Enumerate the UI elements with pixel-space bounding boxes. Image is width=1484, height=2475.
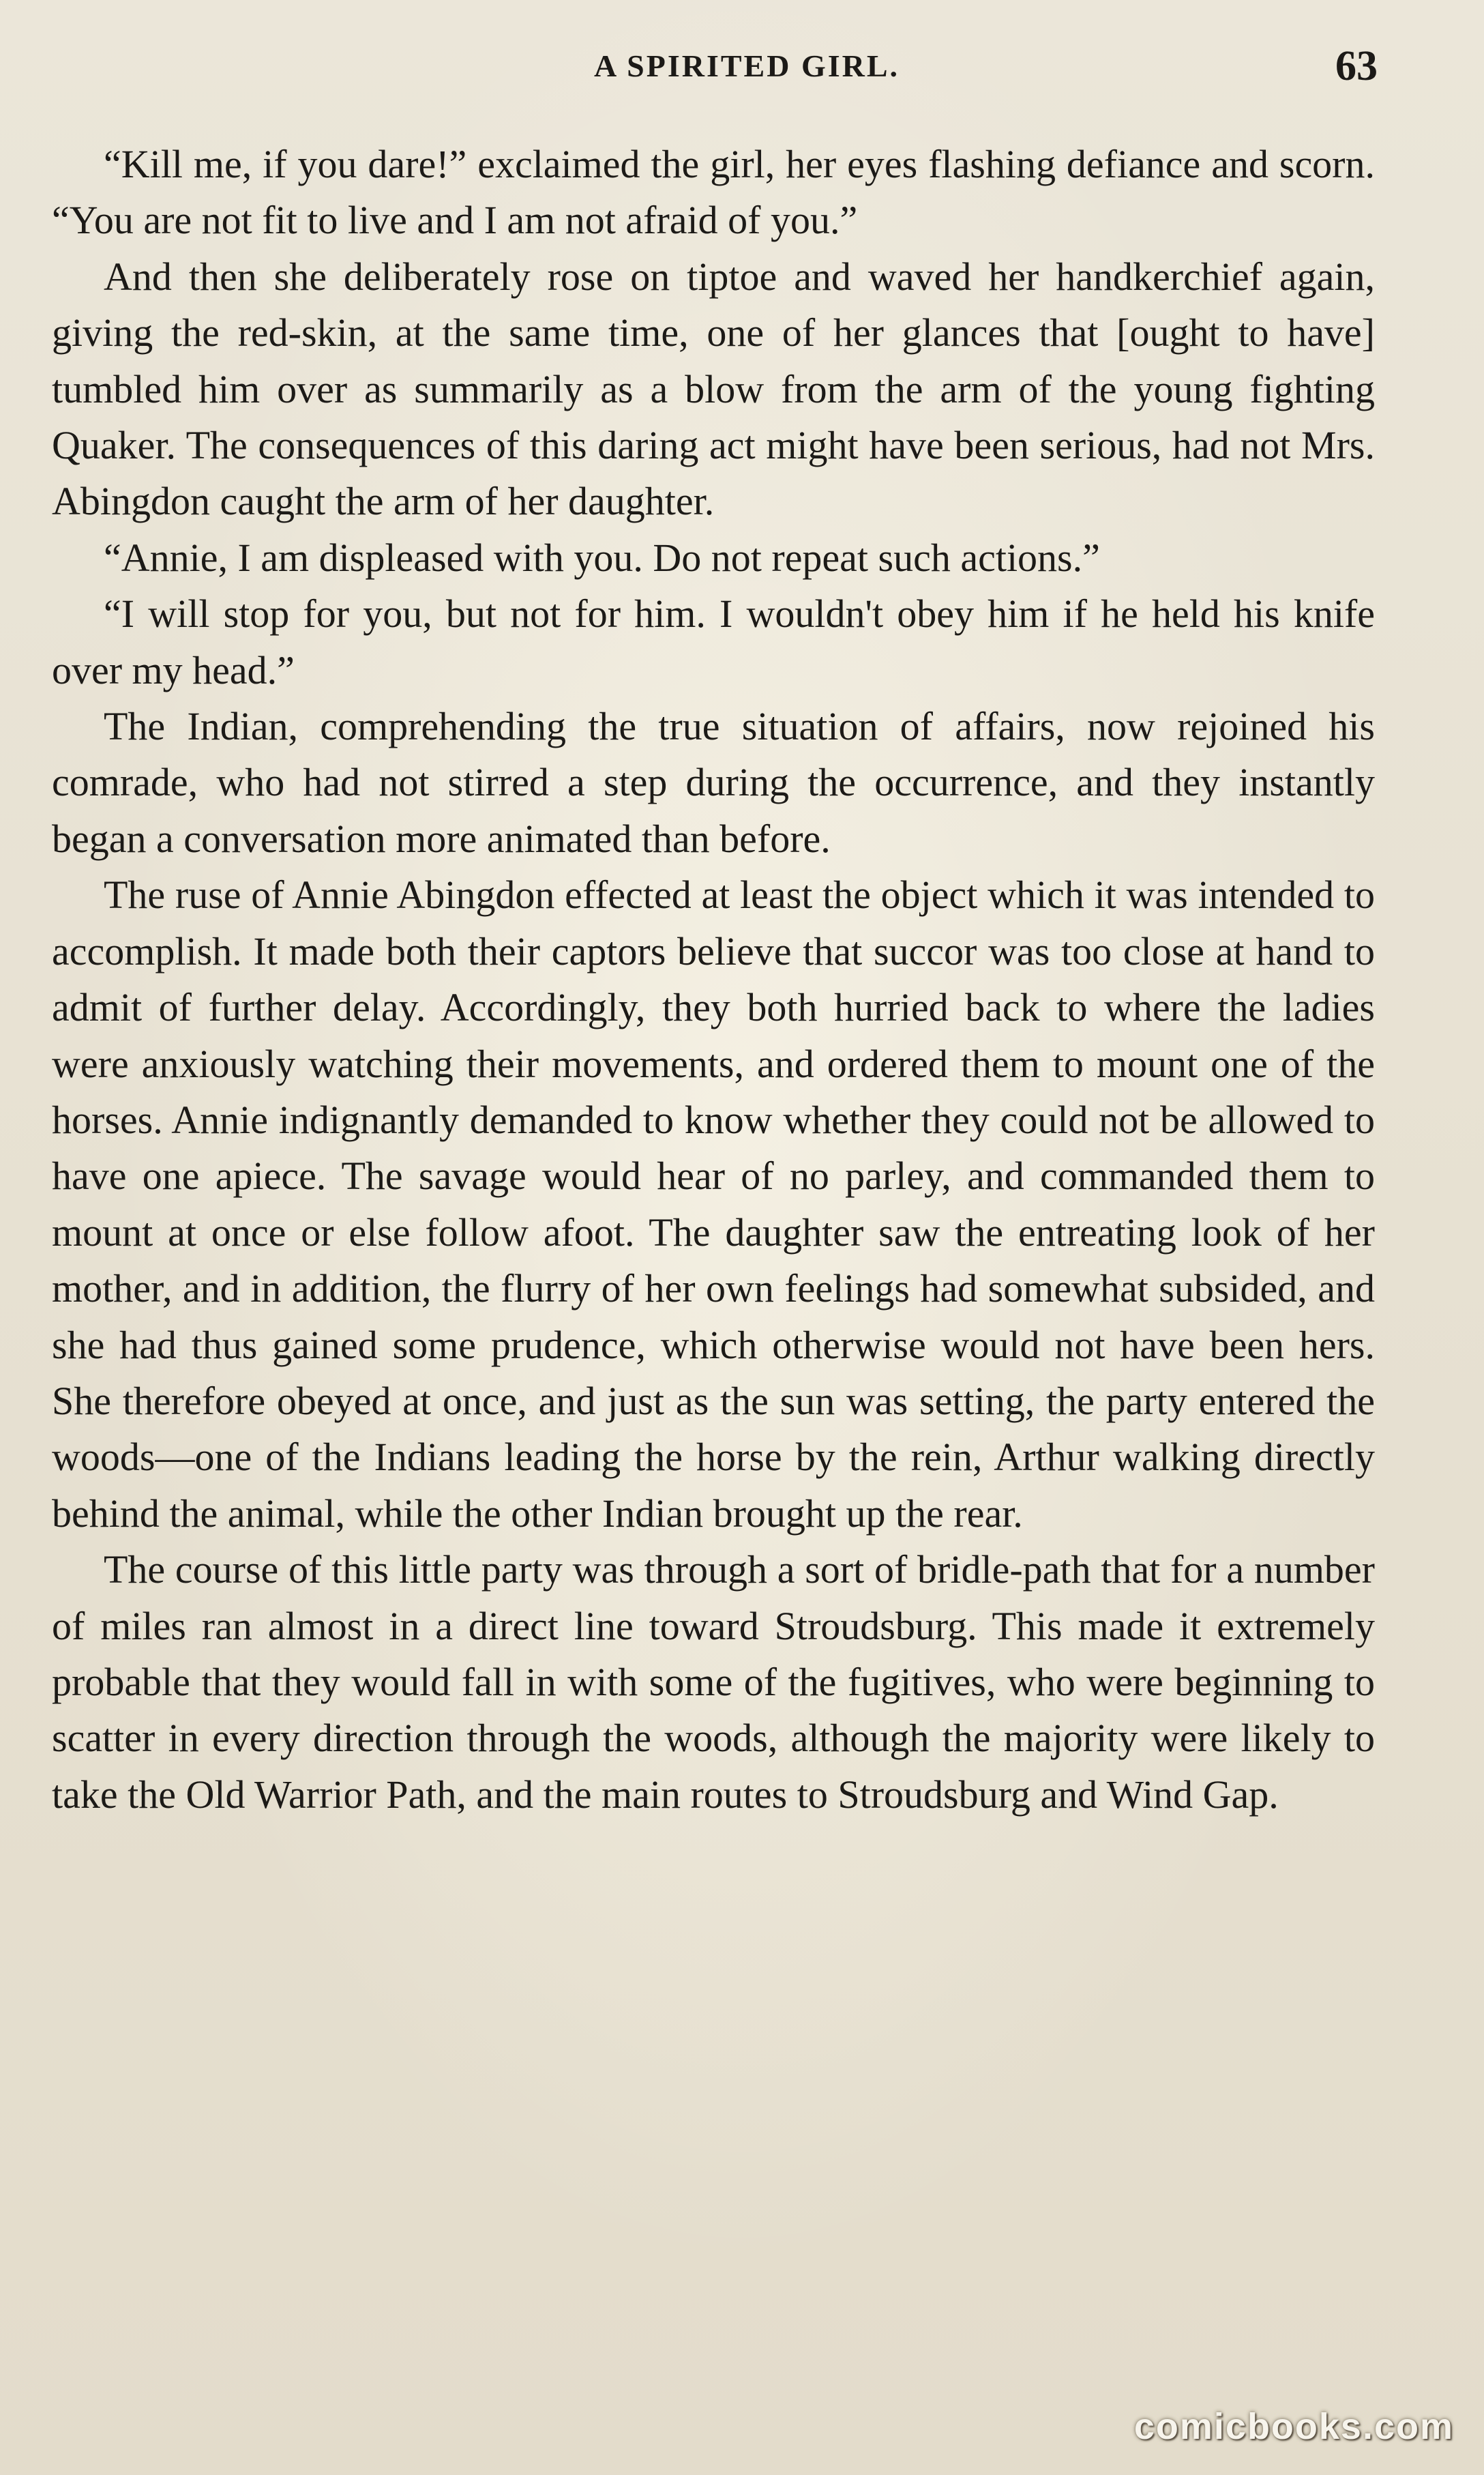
body-text (52, 136, 1375, 1823)
paragraph-6: The ruse of Annie Abingdon effected at least the object which it was intended to accomplish. It made both their captors believe that succor was too close at hand to admit of further delay. Accordingly, they both hurried back to where the ladies were anxiously watching their movements, and ordered them to mount one of the horses. Annie indignantly demanded to know whether they could not be allowed to have one apiece. The savage would hear of no parley, and commanded them to mount at once or else follow afoot. The daughter saw the entreating look of her mother, and in addition, the flurry of her own feelings had somewhat subsided, and she had thus gained some prudence, which otherwise would not have been hers. She therefore obeyed at once, and just as the sun was setting, the party entered the woods—one of the Indians leading the horse by the rein, Arthur walking directly behind the animal, while the other Indian brought up the rear. (52, 873, 1375, 1536)
paragraph-3: “Annie, I am displeased with you. Do not repeat such actions.” (104, 535, 1100, 580)
paragraph-5: The Indian, comprehending the true situation of affairs, now rejoined his comrade, who had not stirred a step during the occurrence, and they instantly began a conversation more animated than before. (52, 704, 1375, 861)
paragraph-1: “Kill me, if you dare!” exclaimed the girl, her eyes flashing defiance and scorn. “You are not fit to live and I am not afraid of you.” (52, 142, 1375, 243)
running-head: A SPIRITED GIRL. (593, 48, 900, 83)
page-header (102, 42, 1391, 97)
paragraph-7: The course of this little party was through a sort of bridle-path that for a number of miles ran almost in a direct line toward Stroudsburg. This made it extremely probable that they would fall in with some of the fugitives, who were beginning to scatter in every direction through the woods, although the majority were likely to take the Old Warrior Path, and the main routes to Stroudsburg and Wind Gap. (52, 1547, 1375, 1817)
paragraph-4: “I will stop for you, but not for him. I wouldn't obey him if he held his knife over my head.” (52, 591, 1375, 692)
paragraph-2: And then she deliberately rose on tiptoe and waved her handkerchief again, giving the red-skin, at the same time, one of her glances that [ought to have] tumbled him over as summarily as a blow from the arm of the young fighting Quaker. The consequences of this daring act might have been serious, had not Mrs. Abingdon caught the arm of her daughter. (52, 254, 1375, 524)
watermark: comicbooks.com (1133, 2406, 1454, 2447)
page-number: 63 (1335, 43, 1378, 89)
